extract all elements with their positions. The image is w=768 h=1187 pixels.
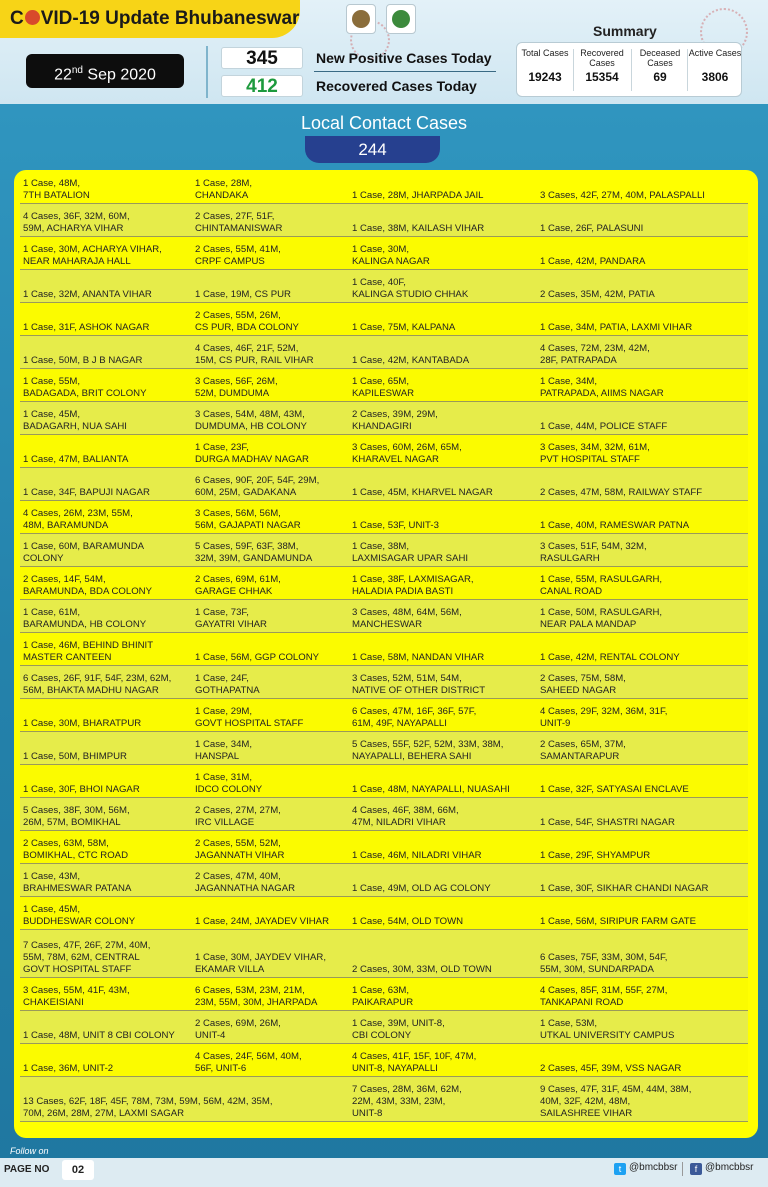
table-cell: 1 Case, 54F, SHASTRI NAGAR bbox=[537, 798, 748, 831]
table-cell: 1 Case, 42M, PANDARA bbox=[537, 237, 748, 270]
table-cell: 1 Case, 43M, BRAHMESWAR PATANA bbox=[20, 864, 192, 897]
title-prefix: C bbox=[10, 8, 24, 29]
summary-active bbox=[687, 48, 743, 84]
table-row bbox=[20, 336, 748, 369]
table-cell: 1 Case, 45M, KHARVEL NAGAR bbox=[349, 468, 537, 501]
table-cell: 1 Case, 30M, JAYDEV VIHAR, EKAMAR VILLA bbox=[192, 930, 349, 978]
table-cell: 1 Case, 48M, UNIT 8 CBI COLONY bbox=[20, 1011, 192, 1044]
title-banner bbox=[0, 0, 300, 38]
summary-value: 69 bbox=[653, 70, 667, 84]
table-cell: 3 Cases, 42F, 27M, 40M, PALASPALLI bbox=[537, 177, 748, 204]
table-cell: 2 Cases, 55M, 52M, JAGANNATH VIHAR bbox=[192, 831, 349, 864]
table-cell: 1 Case, 28M, JHARPADA JAIL bbox=[349, 177, 537, 204]
date-suffix: nd bbox=[71, 65, 83, 76]
table-cell: 6 Cases, 26F, 91F, 54F, 23M, 62M, 56M, BHAKTA MADHU NAGAR bbox=[20, 666, 192, 699]
table-cell: 2 Cases, 45F, 39M, VSS NAGAR bbox=[537, 1044, 748, 1077]
facebook-handle: @bmcbbsr bbox=[705, 1162, 754, 1173]
table-cell: 1 Case, 19M, CS PUR bbox=[192, 270, 349, 303]
date-day: 22 bbox=[54, 66, 72, 84]
local-contact-title: Local Contact Cases bbox=[300, 113, 468, 133]
table-cell: 2 Cases, 75M, 58M, SAHEED NAGAR bbox=[537, 666, 748, 699]
table-row bbox=[20, 270, 748, 303]
divider bbox=[682, 1162, 683, 1176]
table-cell: 1 Case, 29F, SHYAMPUR bbox=[537, 831, 748, 864]
recovered-label: Recovered Cases Today bbox=[316, 78, 477, 94]
table-cell: 2 Cases, 14F, 54M, BARAMUNDA, BDA COLONY bbox=[20, 567, 192, 600]
summary-recovered bbox=[574, 48, 630, 84]
table-cell: 2 Cases, 69M, 26M, UNIT-4 bbox=[192, 1011, 349, 1044]
table-cell: 4 Cases, 24F, 56M, 40M, 56F, UNIT-6 bbox=[192, 1044, 349, 1077]
table-row bbox=[20, 1044, 748, 1077]
table-cell: 2 Cases, 35M, 42M, PATIA bbox=[537, 270, 748, 303]
table-row bbox=[20, 534, 748, 567]
table-cell: 6 Cases, 53M, 23M, 21M, 23M, 55M, 30M, JHARPADA bbox=[192, 978, 349, 1011]
table-cell: 1 Case, 45M, BUDDHESWAR COLONY bbox=[20, 897, 192, 930]
table-row bbox=[20, 978, 748, 1011]
table-cell: 1 Case, 32F, SATYASAI ENCLAVE bbox=[537, 765, 748, 798]
table-cell: 3 Cases, 60M, 26M, 65M, KHARAVEL NAGAR bbox=[349, 435, 537, 468]
table-cell: 1 Case, 55M, RASULGARH, CANAL ROAD bbox=[537, 567, 748, 600]
table-cell: 1 Case, 49M, OLD AG COLONY bbox=[349, 864, 537, 897]
table-cell: 3 Cases, 48M, 64M, 56M, MANCHESWAR bbox=[349, 600, 537, 633]
recovered-count: 412 bbox=[221, 75, 303, 97]
table-cell: 2 Cases, 39M, 29M, KHANDAGIRI bbox=[349, 402, 537, 435]
summary-label: Deceased Cases bbox=[639, 48, 681, 68]
table-cell: 13 Cases, 62F, 18F, 45F, 78M, 73M, 59M, 56M, 42M, 35M, 70M, 26M, 28M, 27M, LAXMI SAGAR bbox=[20, 1077, 349, 1122]
table-cell: 2 Cases, 65M, 37M, SAMANTARAPUR bbox=[537, 732, 748, 765]
cases-table bbox=[20, 177, 748, 1122]
summary-value: 15354 bbox=[585, 70, 619, 84]
table-cell: 4 Cases, 46F, 21F, 52M, 15M, CS PUR, RAIL VIHAR bbox=[192, 336, 349, 369]
table-cell: 6 Cases, 47M, 16F, 36F, 57F, 61M, 49F, NAYAPALLI bbox=[349, 699, 537, 732]
table-row bbox=[20, 831, 748, 864]
table-cell: 4 Cases, 85F, 31M, 55F, 27M, TANKAPANI ROAD bbox=[537, 978, 748, 1011]
table-cell: 3 Cases, 56M, 56M, 56M, GAJAPATI NAGAR bbox=[192, 501, 349, 534]
table-cell: 5 Cases, 55F, 52F, 52M, 33M, 38M, NAYAPALLI, BEHERA SAHI bbox=[349, 732, 537, 765]
table-cell: 4 Cases, 41F, 15F, 10F, 47M, UNIT-8, NAYAPALLI bbox=[349, 1044, 537, 1077]
table-cell: 1 Case, 28M, CHANDAKA bbox=[192, 177, 349, 204]
follow-on-label: Follow on bbox=[10, 1146, 49, 1156]
summary-box bbox=[516, 42, 742, 97]
table-cell: 1 Case, 42M, RENTAL COLONY bbox=[537, 633, 748, 666]
bmc-logo bbox=[386, 4, 416, 34]
table-cell: 3 Cases, 34M, 32M, 61M, PVT HOSPITAL STAFF bbox=[537, 435, 748, 468]
table-cell: 1 Case, 34M, PATIA, LAXMI VIHAR bbox=[537, 303, 748, 336]
table-row bbox=[20, 600, 748, 633]
table-cell: 1 Case, 34F, BAPUJI NAGAR bbox=[20, 468, 192, 501]
table-cell: 1 Case, 44M, POLICE STAFF bbox=[537, 402, 748, 435]
table-row bbox=[20, 930, 748, 978]
table-cell: 1 Case, 30M, KALINGA NAGAR bbox=[349, 237, 537, 270]
table-row bbox=[20, 699, 748, 732]
table-row bbox=[20, 1077, 748, 1122]
local-contact-count: 244 bbox=[305, 136, 440, 163]
table-cell: 6 Cases, 90F, 20F, 54F, 29M, 60M, 25M, GADAKANA bbox=[192, 468, 349, 501]
table-cell: 1 Case, 38M, LAXMISAGAR UPAR SAHI bbox=[349, 534, 537, 567]
table-cell: 1 Case, 56M, SIRIPUR FARM GATE bbox=[537, 897, 748, 930]
table-cell: 1 Case, 34M, PATRAPADA, AIIMS NAGAR bbox=[537, 369, 748, 402]
table-row bbox=[20, 732, 748, 765]
table-cell: 3 Cases, 52M, 51M, 54M, NATIVE OF OTHER DISTRICT bbox=[349, 666, 537, 699]
table-cell: 1 Case, 24M, JAYADEV VIHAR bbox=[192, 897, 349, 930]
table-cell: 1 Case, 50M, RASULGARH, NEAR PALA MANDAP bbox=[537, 600, 748, 633]
table-cell: 1 Case, 50M, B J B NAGAR bbox=[20, 336, 192, 369]
table-row bbox=[20, 864, 748, 897]
table-row bbox=[20, 369, 748, 402]
table-row bbox=[20, 177, 748, 204]
table-cell: 1 Case, 29M, GOVT HOSPITAL STAFF bbox=[192, 699, 349, 732]
table-cell: 1 Case, 58M, NANDAN VIHAR bbox=[349, 633, 537, 666]
table-cell: 3 Cases, 55M, 41F, 43M, CHAKEISIANI bbox=[20, 978, 192, 1011]
table-cell: 1 Case, 30F, BHOI NAGAR bbox=[20, 765, 192, 798]
table-row bbox=[20, 237, 748, 270]
table-cell: 4 Cases, 46F, 38M, 66M, 47M, NILADRI VIHAR bbox=[349, 798, 537, 831]
table-row bbox=[20, 204, 748, 237]
table-cell: 1 Case, 34M, HANSPAL bbox=[192, 732, 349, 765]
table-cell: 4 Cases, 29F, 32M, 36M, 31F, UNIT-9 bbox=[537, 699, 748, 732]
table-cell: 1 Case, 55M, BADAGADA, BRIT COLONY bbox=[20, 369, 192, 402]
table-cell: 1 Case, 40F, KALINGA STUDIO CHHAK bbox=[349, 270, 537, 303]
table-cell: 1 Case, 40M, RAMESWAR PATNA bbox=[537, 501, 748, 534]
table-cell: 4 Cases, 26M, 23M, 55M, 48M, BARAMUNDA bbox=[20, 501, 192, 534]
table-row bbox=[20, 303, 748, 336]
table-cell: 1 Case, 53F, UNIT-3 bbox=[349, 501, 537, 534]
table-cell: 1 Case, 48M, 7TH BATALION bbox=[20, 177, 192, 204]
table-cell: 2 Cases, 27M, 27M, IRC VILLAGE bbox=[192, 798, 349, 831]
table-cell: 4 Cases, 36F, 32M, 60M, 59M, ACHARYA VIHAR bbox=[20, 204, 192, 237]
table-row bbox=[20, 633, 748, 666]
table-row bbox=[20, 435, 748, 468]
summary-value: 19243 bbox=[528, 70, 562, 84]
table-row bbox=[20, 897, 748, 930]
new-positive-count: 345 bbox=[221, 47, 303, 69]
table-cell: 1 Case, 61M, BARAMUNDA, HB COLONY bbox=[20, 600, 192, 633]
summary-value: 3806 bbox=[701, 70, 729, 84]
table-cell: 1 Case, 42M, KANTABADA bbox=[349, 336, 537, 369]
table-cell: 1 Case, 65M, KAPILESWAR bbox=[349, 369, 537, 402]
table-row bbox=[20, 402, 748, 435]
table-cell: 1 Case, 32M, ANANTA VIHAR bbox=[20, 270, 192, 303]
table-cell: 1 Case, 38F, LAXMISAGAR, HALADIA PADIA BASTI bbox=[349, 567, 537, 600]
summary-label: Total Cases bbox=[521, 48, 569, 58]
summary-label: Active Cases bbox=[688, 48, 742, 58]
table-row bbox=[20, 1011, 748, 1044]
table-cell: 1 Case, 24F, GOTHAPATNA bbox=[192, 666, 349, 699]
new-positive-label: New Positive Cases Today bbox=[316, 50, 492, 66]
table-cell: 1 Case, 39M, UNIT-8, CBI COLONY bbox=[349, 1011, 537, 1044]
table-cell: 9 Cases, 47F, 31F, 45M, 44M, 38M, 40M, 32F, 42M, 48M, SAILASHREE VIHAR bbox=[537, 1077, 748, 1122]
table-cell: 1 Case, 46M, BEHIND BHINIT MASTER CANTEEN bbox=[20, 633, 192, 666]
table-cell: 5 Cases, 59F, 63F, 38M, 32M, 39M, GANDAMUNDA bbox=[192, 534, 349, 567]
table-cell: 3 Cases, 56F, 26M, 52M, DUMDUMA bbox=[192, 369, 349, 402]
table-cell: 2 Cases, 30M, 33M, OLD TOWN bbox=[349, 930, 537, 978]
table-cell: 1 Case, 53M, UTKAL UNIVERSITY CAMPUS bbox=[537, 1011, 748, 1044]
facebook-icon: f bbox=[690, 1163, 702, 1175]
date-badge bbox=[26, 54, 184, 88]
page-title bbox=[10, 8, 299, 30]
table-cell: 3 Cases, 54M, 48M, 43M, DUMDUMA, HB COLONY bbox=[192, 402, 349, 435]
table-cell: 2 Cases, 27F, 51F, CHINTAMANISWAR bbox=[192, 204, 349, 237]
table-cell: 2 Cases, 47M, 40M, JAGANNATHA NAGAR bbox=[192, 864, 349, 897]
table-cell: 1 Case, 30F, SIKHAR CHANDI NAGAR bbox=[537, 864, 748, 897]
table-cell: 1 Case, 60M, BARAMUNDA COLONY bbox=[20, 534, 192, 567]
table-cell: 1 Case, 46M, NILADRI VIHAR bbox=[349, 831, 537, 864]
twitter-link[interactable] bbox=[614, 1162, 678, 1176]
table-cell: 2 Cases, 69M, 61M, GARAGE CHHAK bbox=[192, 567, 349, 600]
table-cell: 1 Case, 30M, BHARATPUR bbox=[20, 699, 192, 732]
table-cell: 4 Cases, 72M, 23M, 42M, 28F, PATRAPADA bbox=[537, 336, 748, 369]
virus-icon bbox=[25, 10, 40, 25]
table-cell: 1 Case, 45M, BADAGARH, NUA SAHI bbox=[20, 402, 192, 435]
table-cell: 1 Case, 48M, NAYAPALLI, NUASAHI bbox=[349, 765, 537, 798]
table-row bbox=[20, 468, 748, 501]
table-row bbox=[20, 567, 748, 600]
table-row bbox=[20, 666, 748, 699]
facebook-link[interactable] bbox=[690, 1162, 754, 1176]
table-cell: 7 Cases, 47F, 26F, 27M, 40M, 55M, 78M, 62M, CENTRAL GOVT HOSPITAL STAFF bbox=[20, 930, 192, 978]
table-cell: 2 Cases, 55M, 26M, CS PUR, BDA COLONY bbox=[192, 303, 349, 336]
table-cell: 1 Case, 30M, ACHARYA VIHAR, NEAR MAHARAJA HALL bbox=[20, 237, 192, 270]
summary-deceased bbox=[632, 48, 688, 84]
table-cell: 1 Case, 31M, IDCO COLONY bbox=[192, 765, 349, 798]
table-cell: 3 Cases, 51F, 54M, 32M, RASULGARH bbox=[537, 534, 748, 567]
page-number: 02 bbox=[62, 1160, 94, 1180]
page-no-label: PAGE NO bbox=[4, 1164, 50, 1175]
table-cell: 2 Cases, 55M, 41M, CRPF CAMPUS bbox=[192, 237, 349, 270]
table-cell: 1 Case, 63M, PAIKARAPUR bbox=[349, 978, 537, 1011]
divider bbox=[206, 46, 208, 98]
date-month-year: Sep 2020 bbox=[82, 66, 156, 84]
table-cell: 1 Case, 26F, PALASUNI bbox=[537, 204, 748, 237]
table-cell: 2 Cases, 63M, 58M, BOMIKHAL, CTC ROAD bbox=[20, 831, 192, 864]
table-cell: 5 Cases, 38F, 30M, 56M, 26M, 57M, BOMIKHAL bbox=[20, 798, 192, 831]
summary-total bbox=[517, 48, 573, 84]
table-cell: 6 Cases, 75F, 33M, 30M, 54F, 55M, 30M, SUNDARPADA bbox=[537, 930, 748, 978]
table-cell: 1 Case, 47M, BALIANTA bbox=[20, 435, 192, 468]
table-cell: 7 Cases, 28M, 36M, 62M, 22M, 43M, 33M, 23M, UNIT-8 bbox=[349, 1077, 537, 1122]
table-cell: 1 Case, 50M, BHIMPUR bbox=[20, 732, 192, 765]
table-cell: 1 Case, 54M, OLD TOWN bbox=[349, 897, 537, 930]
table-cell: 2 Cases, 47M, 58M, RAILWAY STAFF bbox=[537, 468, 748, 501]
table-row bbox=[20, 501, 748, 534]
twitter-handle: @bmcbbsr bbox=[629, 1162, 678, 1173]
table-cell: 1 Case, 73F, GAYATRI VIHAR bbox=[192, 600, 349, 633]
summary-label: Recovered Cases bbox=[580, 48, 624, 68]
table-cell: 1 Case, 36M, UNIT-2 bbox=[20, 1044, 192, 1077]
table-cell: 1 Case, 56M, GGP COLONY bbox=[192, 633, 349, 666]
table-cell: 1 Case, 38M, KAILASH VIHAR bbox=[349, 204, 537, 237]
table-row bbox=[20, 798, 748, 831]
summary-title: Summary bbox=[593, 23, 657, 39]
table-cell: 1 Case, 23F, DURGA MADHAV NAGAR bbox=[192, 435, 349, 468]
divider bbox=[314, 71, 496, 72]
table-cell: 1 Case, 75M, KALPANA bbox=[349, 303, 537, 336]
odisha-emblem-logo bbox=[346, 4, 376, 34]
table-row bbox=[20, 765, 748, 798]
twitter-icon: t bbox=[614, 1163, 626, 1175]
table-cell: 1 Case, 31F, ASHOK NAGAR bbox=[20, 303, 192, 336]
title-suffix: VID-19 Update Bhubaneswar bbox=[40, 8, 300, 29]
